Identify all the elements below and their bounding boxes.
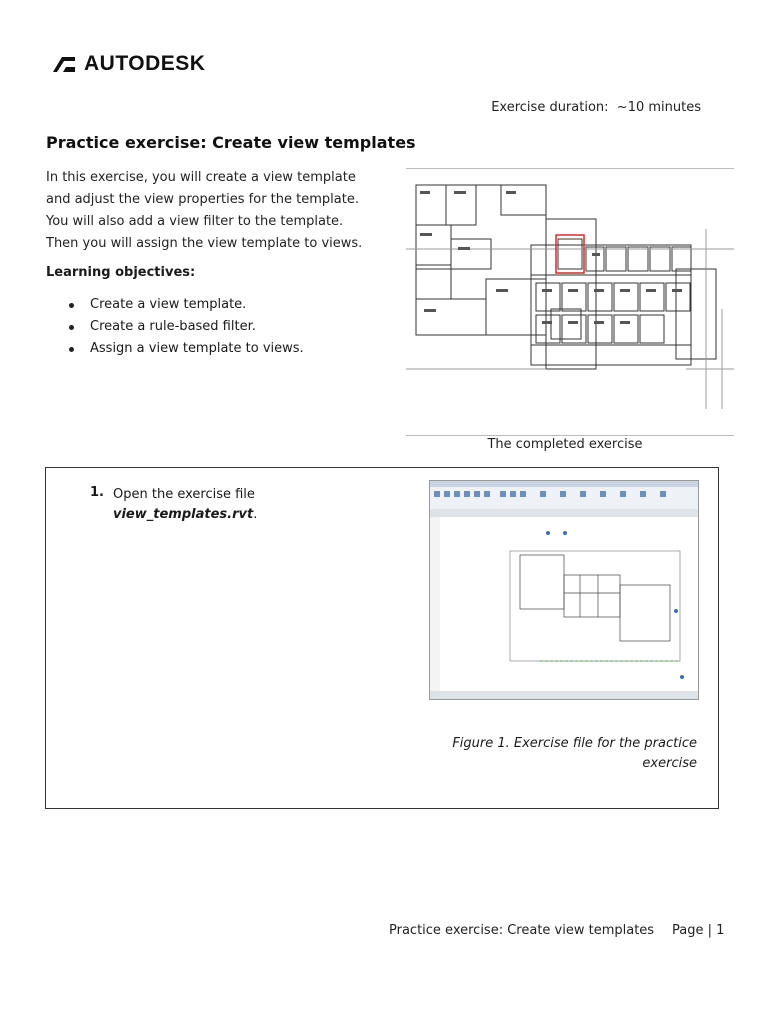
brand-name: AUTODESK xyxy=(84,52,206,75)
intro-line: In this exercise, you will create a view template xyxy=(46,170,356,185)
step-figure-caption xyxy=(420,734,697,774)
autodesk-logo xyxy=(52,52,205,76)
step-file-line xyxy=(113,505,313,525)
list-item xyxy=(46,294,304,316)
intro-line: and adjust the view properties for the template. xyxy=(46,192,359,207)
bullet-icon xyxy=(69,325,74,330)
objectives-heading: Learning objectives: xyxy=(46,265,196,280)
duration-value: ~10 minutes xyxy=(616,100,701,115)
step-text-line: Open the exercise file xyxy=(113,487,255,502)
step-instruction xyxy=(113,485,313,525)
objective-text: Assign a view template to views. xyxy=(90,341,304,356)
caption-line: Figure 1. Exercise file for the practice xyxy=(452,736,697,751)
step-suffix: . xyxy=(253,507,258,522)
revit-screenshot-image xyxy=(429,480,699,700)
autodesk-logo-icon xyxy=(52,55,76,73)
bullet-icon xyxy=(69,303,74,308)
revit-screenshot-drawing xyxy=(430,481,698,699)
intro-line: Then you will assign the view template to views. xyxy=(46,236,363,251)
figure-caption: The completed exercise xyxy=(487,437,643,452)
highlight-rect xyxy=(556,235,584,273)
exercise-file-name: view_templates.rvt xyxy=(113,507,254,522)
floor-plan-drawing xyxy=(406,169,734,435)
footer-title: Practice exercise: Create view templates xyxy=(389,923,655,938)
objectives-list xyxy=(46,294,304,360)
completed-floor-plan-image xyxy=(406,168,734,436)
duration-label: Exercise duration: xyxy=(491,100,609,115)
step-number: 1. xyxy=(90,485,104,500)
list-item xyxy=(46,338,304,360)
page-number: Page | 1 xyxy=(672,923,725,938)
caption-line: exercise xyxy=(642,756,697,771)
exercise-duration xyxy=(491,100,701,115)
intro-line: You will also add a view filter to the template. xyxy=(46,214,344,229)
objective-text: Create a rule-based filter. xyxy=(90,319,256,334)
bullet-icon xyxy=(69,347,74,352)
intro-paragraph xyxy=(46,167,386,255)
page-title: Practice exercise: Create view templates xyxy=(46,133,416,152)
list-item xyxy=(46,316,304,338)
objective-text: Create a view template. xyxy=(90,297,247,312)
